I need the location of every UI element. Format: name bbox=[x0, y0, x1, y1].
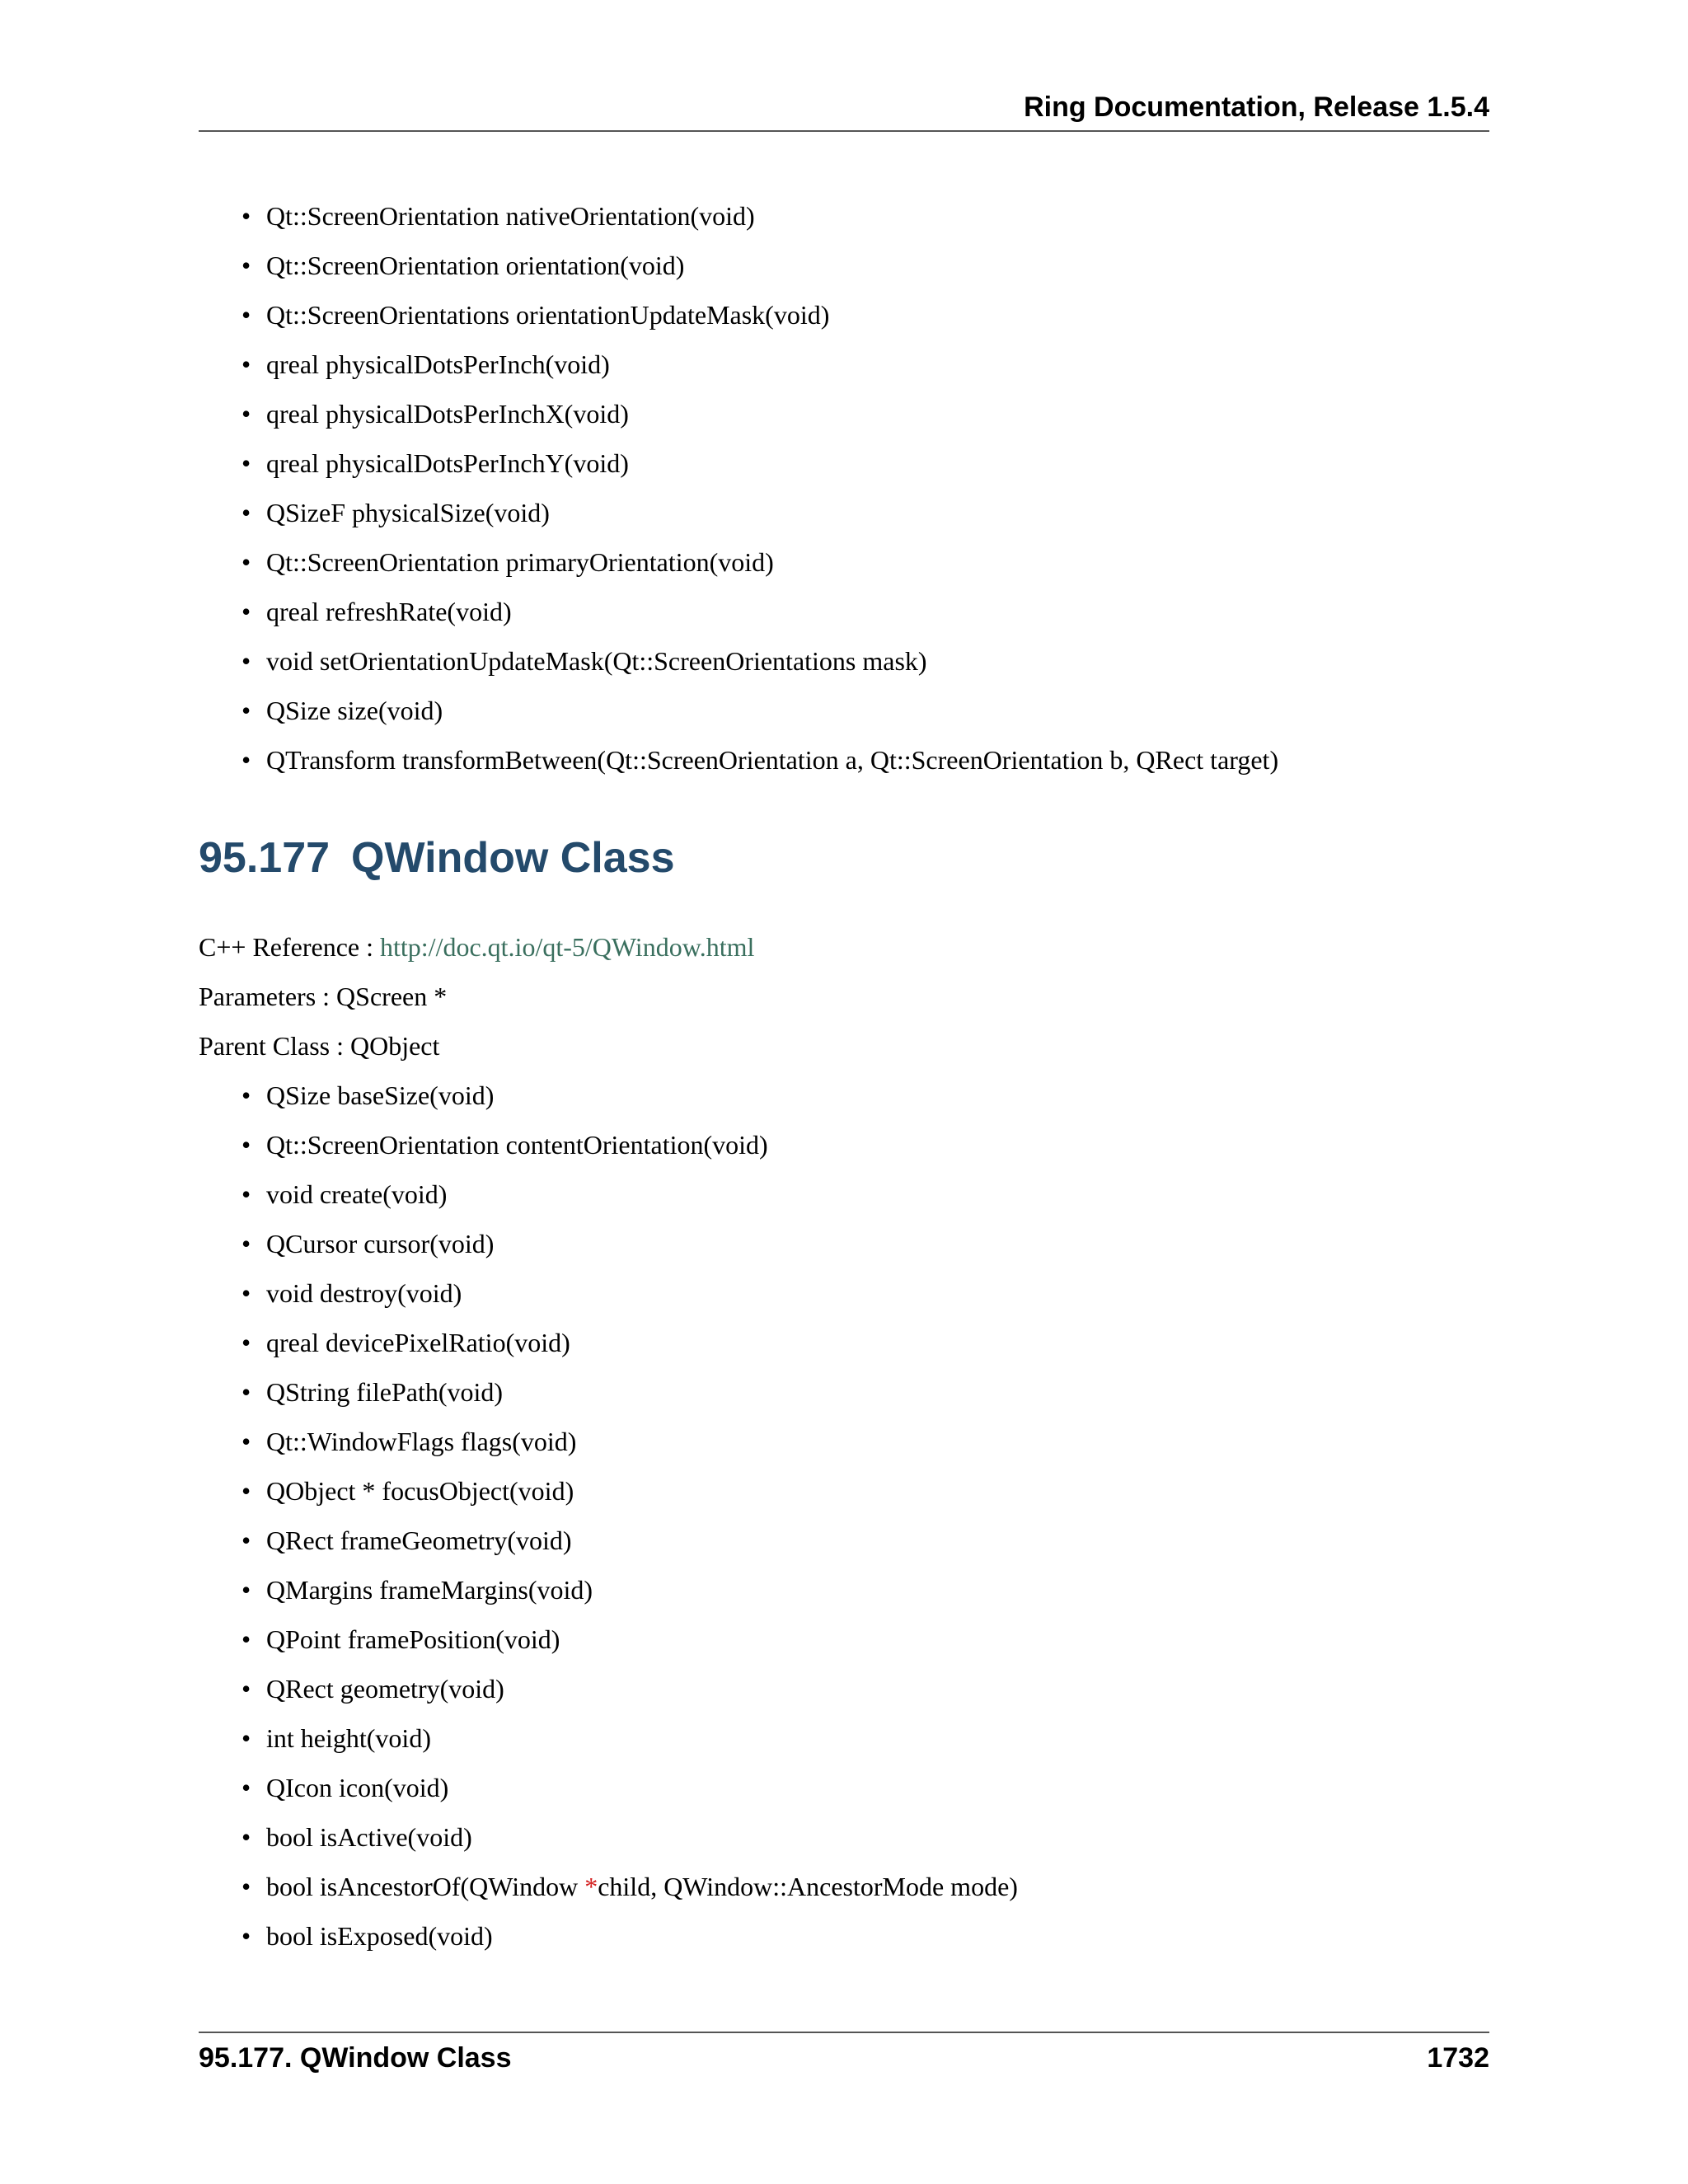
bullet-icon: • bbox=[241, 1179, 251, 1209]
bullet-icon: • bbox=[241, 1526, 251, 1555]
bullet-icon: • bbox=[241, 349, 251, 379]
list-item bbox=[241, 1868, 1018, 1918]
list-item bbox=[241, 692, 1278, 742]
method-signature: Qt::ScreenOrientations orientationUpdateMask(void) bbox=[266, 300, 830, 330]
bullet-icon: • bbox=[241, 251, 251, 280]
bullet-icon: • bbox=[241, 399, 251, 429]
list-item bbox=[241, 445, 1278, 494]
bullet-icon: • bbox=[241, 1575, 251, 1605]
list-item bbox=[241, 1819, 1018, 1868]
pointer-star: * bbox=[584, 1872, 598, 1901]
method-text-after: child, QWindow::AncestorMode mode) bbox=[598, 1872, 1018, 1901]
list-item bbox=[241, 544, 1278, 593]
bullet-icon: • bbox=[241, 498, 251, 527]
method-signature: Qt::ScreenOrientation nativeOrientation(void) bbox=[266, 201, 755, 231]
section-number: 95.177 bbox=[199, 834, 331, 882]
list-item bbox=[241, 1423, 1018, 1473]
list-item bbox=[241, 1127, 1018, 1176]
list-item bbox=[241, 1374, 1018, 1423]
list-item bbox=[241, 1473, 1018, 1522]
parent-class-line: Parent Class : QObject bbox=[199, 1031, 440, 1061]
method-signature: QObject * focusObject(void) bbox=[266, 1476, 574, 1506]
list-item bbox=[241, 396, 1278, 445]
section-heading bbox=[199, 832, 675, 883]
bullet-icon: • bbox=[241, 696, 251, 725]
method-signature: QIcon icon(void) bbox=[266, 1773, 449, 1802]
bullet-icon: • bbox=[241, 1822, 251, 1852]
method-signature: QMargins frameMargins(void) bbox=[266, 1575, 593, 1605]
list-item bbox=[241, 1324, 1018, 1374]
method-signature bbox=[266, 1872, 1018, 1901]
list-item bbox=[241, 1572, 1018, 1621]
bullet-icon: • bbox=[241, 1328, 251, 1357]
bullet-icon: • bbox=[241, 1080, 251, 1110]
method-signature: Qt::WindowFlags flags(void) bbox=[266, 1427, 577, 1456]
bullet-icon: • bbox=[241, 448, 251, 478]
bullet-icon: • bbox=[241, 300, 251, 330]
page-header bbox=[199, 89, 1489, 132]
list-item bbox=[241, 297, 1278, 346]
method-signature: QSize baseSize(void) bbox=[266, 1080, 495, 1110]
bullet-icon: • bbox=[241, 1872, 251, 1901]
bullet-icon: • bbox=[241, 1624, 251, 1654]
method-signature: bool isExposed(void) bbox=[266, 1921, 493, 1951]
bullet-icon: • bbox=[241, 1377, 251, 1407]
bullet-icon: • bbox=[241, 646, 251, 676]
qwindow-method-list bbox=[241, 1077, 1018, 1967]
cpp-reference-line bbox=[199, 929, 754, 965]
method-signature: QSize size(void) bbox=[266, 696, 443, 725]
bullet-icon: • bbox=[241, 745, 251, 775]
bullet-icon: • bbox=[241, 1723, 251, 1753]
list-item bbox=[241, 1275, 1018, 1324]
method-signature: QRect geometry(void) bbox=[266, 1674, 504, 1704]
method-signature: void setOrientationUpdateMask(Qt::ScreenOrientations mask) bbox=[266, 646, 927, 676]
list-item bbox=[241, 742, 1278, 791]
list-item bbox=[241, 593, 1278, 643]
bullet-icon: • bbox=[241, 1921, 251, 1951]
method-signature: int height(void) bbox=[266, 1723, 431, 1753]
method-signature: qreal physicalDotsPerInchY(void) bbox=[266, 448, 629, 478]
method-signature: QTransform transformBetween(Qt::ScreenOrientation a, Qt::ScreenOrientation b, QRect target) bbox=[266, 745, 1279, 775]
parameters-line: Parameters : QScreen * bbox=[199, 982, 448, 1011]
bullet-icon: • bbox=[241, 1278, 251, 1308]
footer-section-title: 95.177. QWindow Class bbox=[199, 2042, 512, 2074]
method-signature: QCursor cursor(void) bbox=[266, 1229, 495, 1258]
method-signature: Qt::ScreenOrientation orientation(void) bbox=[266, 251, 685, 280]
reference-label: C++ Reference : bbox=[199, 932, 380, 962]
list-item bbox=[241, 1522, 1018, 1572]
qscreen-method-list bbox=[241, 198, 1278, 791]
bullet-icon: • bbox=[241, 1674, 251, 1704]
method-signature: QSizeF physicalSize(void) bbox=[266, 498, 550, 527]
method-signature: qreal refreshRate(void) bbox=[266, 597, 512, 626]
list-item bbox=[241, 346, 1278, 396]
list-item bbox=[241, 1918, 1018, 1967]
reference-link[interactable]: http://doc.qt.io/qt-5/QWindow.html bbox=[380, 932, 755, 962]
method-signature: qreal devicePixelRatio(void) bbox=[266, 1328, 570, 1357]
list-item bbox=[241, 643, 1278, 692]
page-footer bbox=[199, 2032, 1489, 2083]
method-signature: qreal physicalDotsPerInch(void) bbox=[266, 349, 610, 379]
section-title: QWindow Class bbox=[351, 834, 675, 882]
list-item bbox=[241, 494, 1278, 544]
bullet-icon: • bbox=[241, 1130, 251, 1160]
list-item bbox=[241, 1226, 1018, 1275]
bullet-icon: • bbox=[241, 1773, 251, 1802]
method-signature: qreal physicalDotsPerInchX(void) bbox=[266, 399, 629, 429]
bullet-icon: • bbox=[241, 1476, 251, 1506]
method-signature: QString filePath(void) bbox=[266, 1377, 504, 1407]
method-signature: QRect frameGeometry(void) bbox=[266, 1526, 572, 1555]
list-item bbox=[241, 1621, 1018, 1671]
list-item bbox=[241, 1671, 1018, 1720]
list-item bbox=[241, 1176, 1018, 1226]
method-signature: QPoint framePosition(void) bbox=[266, 1624, 560, 1654]
list-item bbox=[241, 1720, 1018, 1769]
bullet-icon: • bbox=[241, 597, 251, 626]
method-signature: void create(void) bbox=[266, 1179, 448, 1209]
bullet-icon: • bbox=[241, 547, 251, 577]
bullet-icon: • bbox=[241, 1427, 251, 1456]
method-signature: Qt::ScreenOrientation primaryOrientation(void) bbox=[266, 547, 774, 577]
bullet-icon: • bbox=[241, 1229, 251, 1258]
method-text-before: bool isAncestorOf(QWindow bbox=[266, 1872, 585, 1901]
list-item bbox=[241, 1077, 1018, 1127]
document-title: Ring Documentation, Release 1.5.4 bbox=[1024, 91, 1489, 123]
list-item bbox=[241, 198, 1278, 247]
bullet-icon: • bbox=[241, 201, 251, 231]
method-signature: bool isActive(void) bbox=[266, 1822, 472, 1852]
list-item bbox=[241, 1769, 1018, 1819]
method-signature: Qt::ScreenOrientation contentOrientation(void) bbox=[266, 1130, 768, 1160]
page-number: 1732 bbox=[1427, 2042, 1489, 2074]
list-item bbox=[241, 247, 1278, 297]
method-signature: void destroy(void) bbox=[266, 1278, 462, 1308]
